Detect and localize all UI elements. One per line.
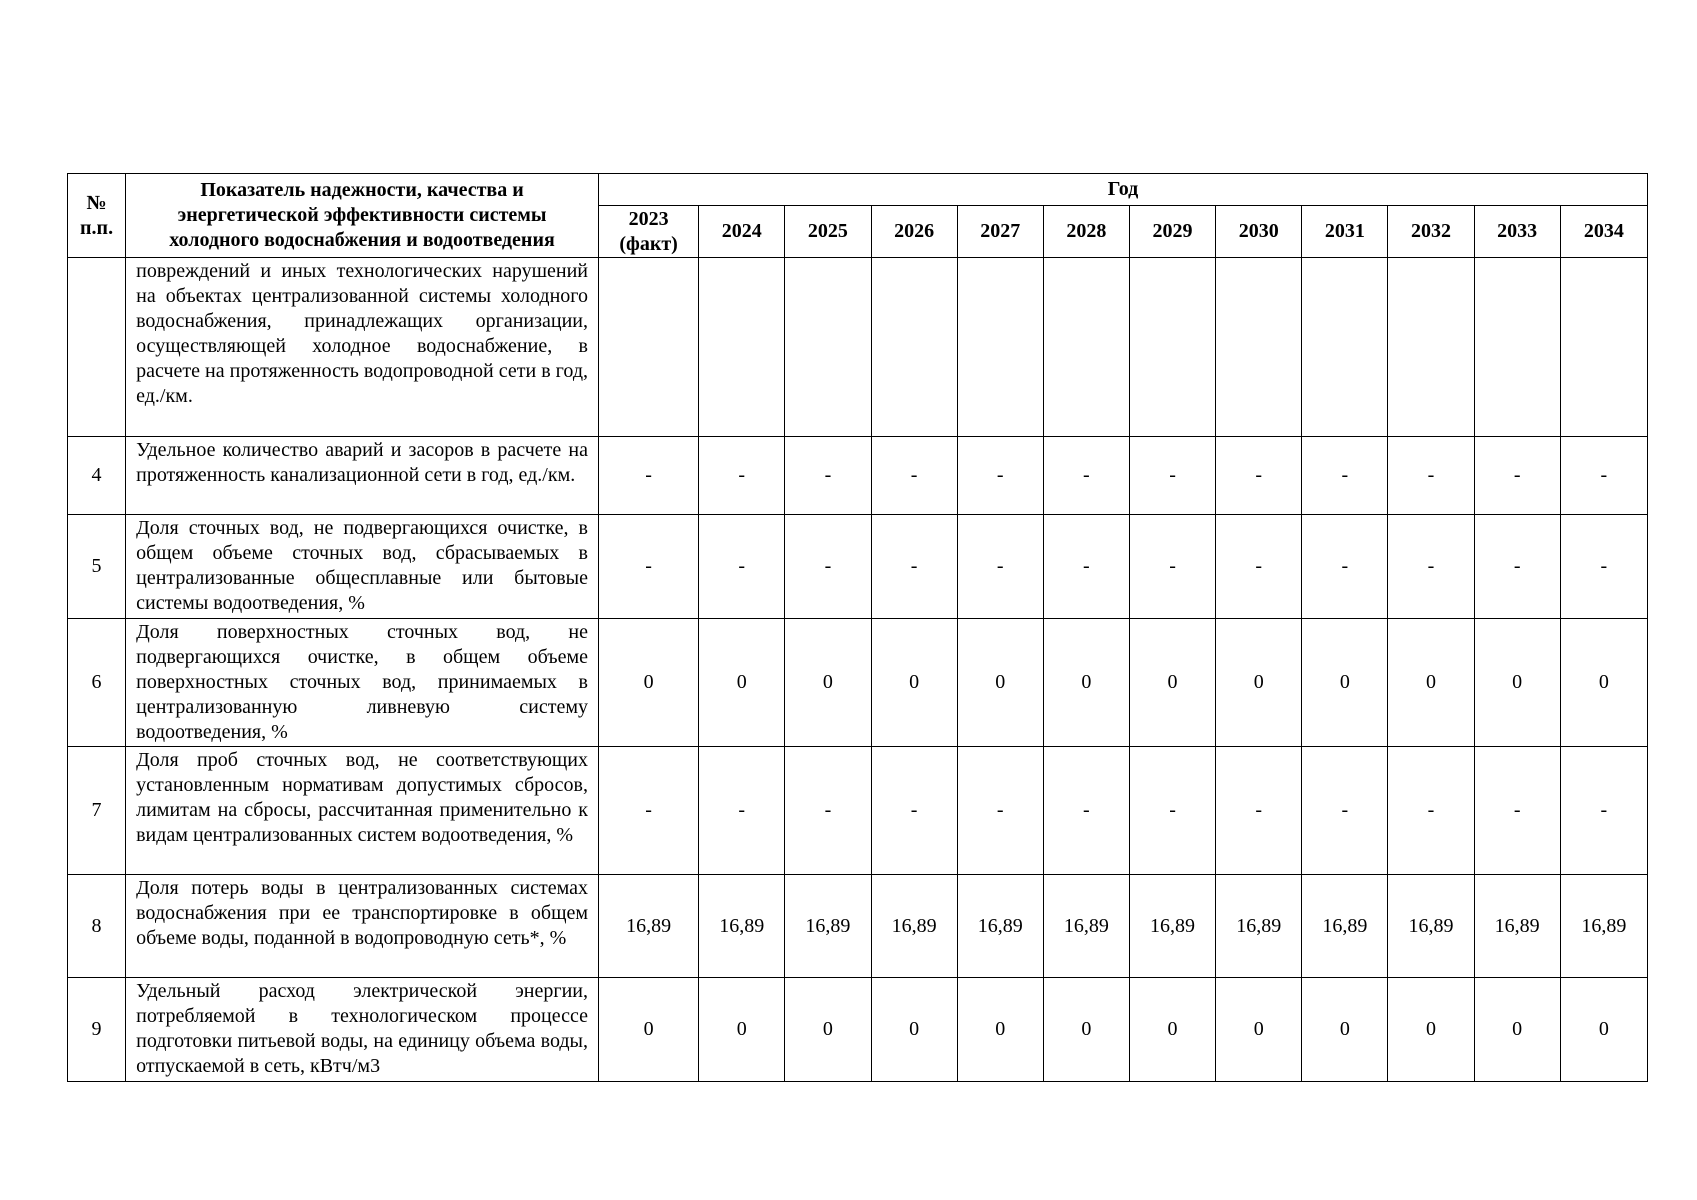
year-value-cell: 0 xyxy=(1560,978,1647,1082)
year-value-cell: - xyxy=(1043,747,1129,875)
year-value-cell: 16,89 xyxy=(1388,875,1474,978)
year-value-cell: - xyxy=(871,515,957,619)
row-number: 6 xyxy=(68,619,126,747)
row-number: 5 xyxy=(68,515,126,619)
col-header-year: 2028 xyxy=(1043,206,1129,258)
year-value-cell: 16,89 xyxy=(1560,875,1647,978)
col-header-year: 2025 xyxy=(785,206,871,258)
year-value-cell: 0 xyxy=(785,619,871,747)
year-value-cell: - xyxy=(957,515,1043,619)
year-value-cell: - xyxy=(1388,515,1474,619)
year-value-cell xyxy=(1129,258,1215,437)
year-value-cell: - xyxy=(1388,437,1474,515)
col-header-year: 2029 xyxy=(1129,206,1215,258)
year-value-cell: 0 xyxy=(1216,619,1302,747)
table-row xyxy=(68,619,1648,747)
year-value-cell xyxy=(1388,258,1474,437)
indicator-text: Доля потерь воды в централизованных системах водоснабжения при ее транспортировке в общем объеме воды, поданной в водопроводную сеть*, % xyxy=(126,875,599,978)
year-value-cell xyxy=(1216,258,1302,437)
indicator-text: Доля сточных вод, не подвергающихся очистке, в общем объеме сточных вод, сбрасываемых в централизованные общесплавные или бытовые системы водоотведения, % xyxy=(126,515,599,619)
year-value-cell xyxy=(957,258,1043,437)
year-value-cell: 16,89 xyxy=(699,875,785,978)
year-value-cell: - xyxy=(1129,515,1215,619)
year-value-cell xyxy=(1043,258,1129,437)
year-value-cell: - xyxy=(871,747,957,875)
year-value-cell: 0 xyxy=(785,978,871,1082)
year-value-cell: 16,89 xyxy=(785,875,871,978)
year-value-cell: 16,89 xyxy=(871,875,957,978)
year-value-cell: - xyxy=(1474,437,1560,515)
table-row xyxy=(68,258,1648,437)
year-value-cell: 16,89 xyxy=(599,875,699,978)
year-value-cell xyxy=(599,258,699,437)
year-value-cell: - xyxy=(1474,515,1560,619)
year-value-cell: 0 xyxy=(1302,978,1388,1082)
table-row xyxy=(68,515,1648,619)
year-value-cell: - xyxy=(957,437,1043,515)
table-row xyxy=(68,747,1648,875)
year-value-cell: - xyxy=(599,747,699,875)
row-number xyxy=(68,258,126,437)
year-value-cell: 0 xyxy=(957,978,1043,1082)
col-header-year: 2034 xyxy=(1560,206,1647,258)
year-value-cell: 0 xyxy=(1129,978,1215,1082)
row-number: 7 xyxy=(68,747,126,875)
year-value-cell: 0 xyxy=(1043,978,1129,1082)
year-value-cell: 0 xyxy=(599,619,699,747)
year-value-cell: 0 xyxy=(1560,619,1647,747)
col-header-year: 2026 xyxy=(871,206,957,258)
col-header-year: 2023 (факт) xyxy=(599,206,699,258)
year-value-cell: 16,89 xyxy=(1302,875,1388,978)
year-value-cell: 16,89 xyxy=(1129,875,1215,978)
col-header-year: 2024 xyxy=(699,206,785,258)
year-value-cell: 0 xyxy=(1388,978,1474,1082)
year-value-cell: 0 xyxy=(1129,619,1215,747)
year-value-cell: - xyxy=(1129,747,1215,875)
year-value-cell xyxy=(1302,258,1388,437)
indicator-text: повреждений и иных технологических нарушений на объектах централизованной системы холодного водоснабжения, принадлежащих организации, осуществляющей холодное водоснабжение, в расчете на протяженность водопроводной сети в год, ед./км. xyxy=(126,258,599,437)
header-row-top xyxy=(68,174,1648,206)
year-value-cell: - xyxy=(699,747,785,875)
year-value-cell: 16,89 xyxy=(1043,875,1129,978)
year-value-cell: - xyxy=(1129,437,1215,515)
year-value-cell: 0 xyxy=(1216,978,1302,1082)
year-value-cell: - xyxy=(1216,437,1302,515)
year-value-cell: - xyxy=(1302,747,1388,875)
indicator-text: Удельное количество аварий и засоров в расчете на протяженность канализационной сети в год, ед./км. xyxy=(126,437,599,515)
col-header-year: 2031 xyxy=(1302,206,1388,258)
year-value-cell: - xyxy=(599,437,699,515)
year-value-cell: - xyxy=(1302,515,1388,619)
year-value-cell: 0 xyxy=(699,619,785,747)
year-value-cell: 16,89 xyxy=(1216,875,1302,978)
year-value-cell: - xyxy=(599,515,699,619)
col-header-num: № п.п. xyxy=(68,174,126,258)
year-value-cell: - xyxy=(1216,747,1302,875)
year-value-cell xyxy=(699,258,785,437)
year-value-cell: - xyxy=(785,515,871,619)
year-value-cell: 16,89 xyxy=(1474,875,1560,978)
year-value-cell: - xyxy=(1560,515,1647,619)
year-value-cell: 0 xyxy=(1474,978,1560,1082)
table-row xyxy=(68,875,1648,978)
col-header-year: 2030 xyxy=(1216,206,1302,258)
indicator-text: Доля проб сточных вод, не соответствующих установленным нормативам допустимых сбросов, лимитам на сбросы, рассчитанная применительно к видам централизованных систем водоотведения, % xyxy=(126,747,599,875)
year-value-cell: 0 xyxy=(599,978,699,1082)
col-header-year: 2033 xyxy=(1474,206,1560,258)
year-value-cell: - xyxy=(1043,515,1129,619)
year-value-cell: 0 xyxy=(1474,619,1560,747)
table-body xyxy=(68,258,1648,1082)
year-value-cell xyxy=(1560,258,1647,437)
year-value-cell xyxy=(1474,258,1560,437)
table-row xyxy=(68,978,1648,1082)
col-header-indicator: Показатель надежности, качества и энергетической эффективности системы холодного водоснабжения и водоотведения xyxy=(126,174,599,258)
year-value-cell xyxy=(871,258,957,437)
year-value-cell: 0 xyxy=(1043,619,1129,747)
row-number: 9 xyxy=(68,978,126,1082)
col-header-year: 2032 xyxy=(1388,206,1474,258)
year-value-cell: - xyxy=(871,437,957,515)
indicators-table xyxy=(67,173,1648,1082)
year-value-cell: - xyxy=(957,747,1043,875)
year-value-cell: - xyxy=(699,437,785,515)
year-value-cell: - xyxy=(1216,515,1302,619)
year-value-cell: - xyxy=(1043,437,1129,515)
col-header-year-group: Год xyxy=(599,174,1648,206)
year-value-cell: 0 xyxy=(1302,619,1388,747)
col-header-year: 2027 xyxy=(957,206,1043,258)
table-row xyxy=(68,437,1648,515)
year-value-cell: - xyxy=(785,437,871,515)
row-number: 4 xyxy=(68,437,126,515)
year-value-cell: 16,89 xyxy=(957,875,1043,978)
indicator-text: Доля поверхностных сточных вод, не подвергающихся очистке, в общем объеме поверхностных сточных вод, принимаемых в централизованную ливневую систему водоотведения, % xyxy=(126,619,599,747)
year-value-cell: 0 xyxy=(699,978,785,1082)
year-value-cell: - xyxy=(1560,747,1647,875)
year-value-cell: 0 xyxy=(871,619,957,747)
year-value-cell: - xyxy=(785,747,871,875)
year-value-cell: - xyxy=(1388,747,1474,875)
year-value-cell: 0 xyxy=(957,619,1043,747)
year-value-cell: - xyxy=(1560,437,1647,515)
indicator-text: Удельный расход электрической энергии, потребляемой в технологическом процессе подготовки питьевой воды, на единицу объема воды, отпускаемой в сеть, кВтч/м3 xyxy=(126,978,599,1082)
year-value-cell: - xyxy=(1474,747,1560,875)
year-value-cell: 0 xyxy=(1388,619,1474,747)
year-value-cell: - xyxy=(699,515,785,619)
year-value-cell xyxy=(785,258,871,437)
year-value-cell: 0 xyxy=(871,978,957,1082)
year-value-cell: - xyxy=(1302,437,1388,515)
row-number: 8 xyxy=(68,875,126,978)
